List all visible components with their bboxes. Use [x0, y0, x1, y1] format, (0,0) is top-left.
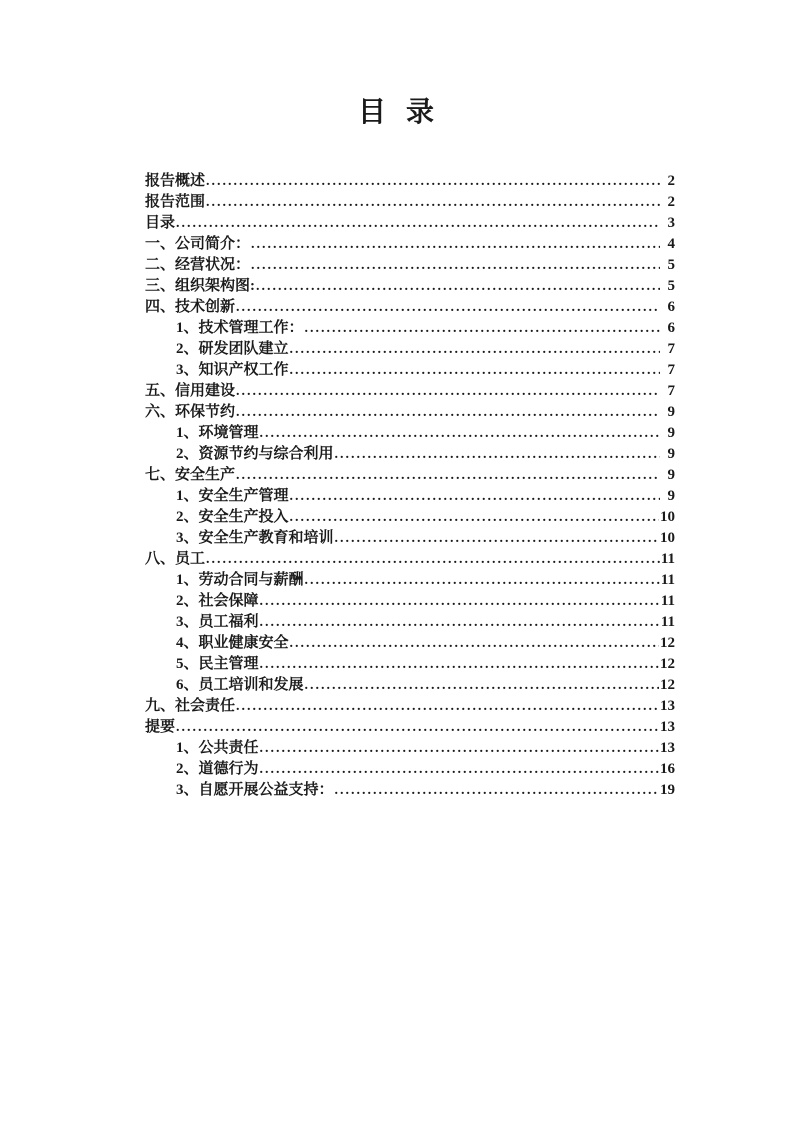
dot-leader	[236, 297, 660, 318]
toc-entry-label: 1、公共责任	[176, 740, 259, 756]
toc-entry[interactable]	[145, 612, 675, 633]
dot-leader	[260, 759, 659, 780]
toc-entry-page: 6	[667, 299, 675, 315]
toc-entry-label: 3、知识产权工作	[176, 362, 289, 378]
toc-entry-page: 10	[660, 530, 675, 546]
toc-entry-page: 12	[660, 677, 675, 693]
dot-leader	[206, 549, 660, 570]
dot-leader	[290, 339, 660, 360]
toc-entry[interactable]	[145, 486, 675, 507]
dot-leader	[290, 360, 660, 381]
toc-entry-page: 3	[667, 215, 675, 231]
dot-leader	[206, 171, 660, 192]
toc-entry[interactable]	[145, 360, 675, 381]
toc-entry-label: 2、资源节约与综合利用	[176, 446, 334, 462]
toc-entry-label: 二、经营状况：	[145, 257, 251, 273]
toc-entry-page: 13	[660, 740, 675, 756]
toc-entry-label: 报告范围	[145, 194, 206, 210]
toc-entry[interactable]	[145, 633, 675, 654]
toc-entry-page: 11	[660, 572, 675, 588]
toc-entry-label: 6、员工培训和发展	[176, 677, 304, 693]
dot-leader	[260, 654, 659, 675]
toc-entry-page: 9	[667, 404, 675, 420]
dot-leader	[305, 318, 660, 339]
toc-entry-page: 10	[660, 509, 675, 525]
toc-entry[interactable]	[145, 654, 675, 675]
toc-entry-label: 1、劳动合同与薪酬	[176, 572, 304, 588]
toc-entry-label: 3、安全生产教育和培训	[176, 530, 334, 546]
toc-entry-page: 6	[667, 320, 675, 336]
toc-entry[interactable]	[145, 738, 675, 759]
dot-leader	[236, 696, 659, 717]
toc-entry-label: 2、社会保障	[176, 593, 259, 609]
toc-entry-page: 11	[660, 593, 675, 609]
toc-entry-label: 提要	[145, 719, 176, 735]
toc-entry-page: 7	[667, 341, 675, 357]
toc-entry-label: 3、自愿开展公益支持：	[176, 782, 334, 798]
dot-leader	[236, 381, 660, 402]
toc-entry-label: 2、道德行为	[176, 761, 259, 777]
toc-entry[interactable]	[145, 591, 675, 612]
toc-entry[interactable]	[145, 675, 675, 696]
toc-entry-page: 19	[660, 782, 675, 798]
toc-entry[interactable]	[145, 465, 675, 486]
toc-entry[interactable]	[145, 507, 675, 528]
toc-entry-page: 12	[660, 635, 675, 651]
dot-leader	[176, 213, 660, 234]
toc-entry[interactable]	[145, 423, 675, 444]
toc-entry[interactable]	[145, 549, 675, 570]
toc-entry[interactable]	[145, 255, 675, 276]
toc-entry-label: 4、职业健康安全	[176, 635, 289, 651]
dot-leader	[260, 423, 660, 444]
toc-entry-label: 七、安全生产	[145, 467, 236, 483]
dot-leader	[260, 612, 660, 633]
toc-entry-page: 12	[660, 656, 675, 672]
dot-leader	[260, 738, 659, 759]
toc-entry[interactable]	[145, 276, 675, 297]
toc-entry[interactable]	[145, 381, 675, 402]
dot-leader	[335, 528, 659, 549]
toc-entry-label: 八、员工	[145, 551, 206, 567]
toc-entry-page: 2	[667, 173, 675, 189]
toc-entry-label: 1、环境管理	[176, 425, 259, 441]
toc-entry[interactable]	[145, 297, 675, 318]
dot-leader	[335, 444, 660, 465]
toc-entry-label: 报告概述	[145, 173, 206, 189]
toc-entry-label: 九、社会责任	[145, 698, 236, 714]
toc-entry-page: 2	[667, 194, 675, 210]
toc-entry-page: 11	[660, 614, 675, 630]
toc-entry[interactable]	[145, 528, 675, 549]
toc-entry-label: 2、安全生产投入	[176, 509, 289, 525]
toc-entry-label: 2、研发团队建立	[176, 341, 289, 357]
toc-entry-label: 三、组织架构图:	[145, 278, 255, 294]
dot-leader	[290, 633, 659, 654]
toc-entry[interactable]	[145, 339, 675, 360]
toc-entry-page: 9	[667, 467, 675, 483]
dot-leader	[256, 276, 660, 297]
toc-entry[interactable]	[145, 759, 675, 780]
toc-entry[interactable]	[145, 234, 675, 255]
toc-entry-label: 目录	[145, 215, 176, 231]
dot-leader	[335, 780, 659, 801]
toc-entry-label: 5、民主管理	[176, 656, 259, 672]
toc-entry[interactable]	[145, 570, 675, 591]
dot-leader	[251, 234, 660, 255]
toc-entry-label: 六、环保节约	[145, 404, 236, 420]
toc-entry[interactable]	[145, 192, 675, 213]
toc-entry-page: 9	[667, 446, 675, 462]
toc-entry[interactable]	[145, 171, 675, 192]
toc-entry-label: 一、公司简介：	[145, 236, 251, 252]
dot-leader	[290, 507, 659, 528]
toc-entry-page: 5	[667, 278, 675, 294]
toc-list	[145, 171, 675, 801]
toc-entry-page: 7	[667, 383, 675, 399]
toc-entry-page: 5	[667, 257, 675, 273]
toc-entry-label: 1、技术管理工作：	[176, 320, 304, 336]
toc-entry-label: 四、技术创新	[145, 299, 236, 315]
dot-leader	[305, 675, 659, 696]
toc-entry-label: 3、员工福利	[176, 614, 259, 630]
dot-leader	[176, 717, 659, 738]
toc-entry-page: 13	[660, 698, 675, 714]
toc-entry-page: 4	[667, 236, 675, 252]
dot-leader	[236, 465, 660, 486]
toc-entry-label: 1、安全生产管理	[176, 488, 289, 504]
toc-entry[interactable]	[145, 213, 675, 234]
toc-entry[interactable]	[145, 780, 675, 801]
toc-entry[interactable]	[145, 444, 675, 465]
dot-leader	[260, 591, 660, 612]
toc-entry-page: 11	[660, 551, 675, 567]
toc-entry-label: 五、信用建设	[145, 383, 236, 399]
toc-entry-page: 9	[667, 425, 675, 441]
toc-entry-page: 13	[660, 719, 675, 735]
dot-leader	[290, 486, 660, 507]
toc-entry-page: 7	[667, 362, 675, 378]
toc-entry[interactable]	[145, 402, 675, 423]
toc-entry[interactable]	[145, 318, 675, 339]
dot-leader	[236, 402, 660, 423]
toc-entry[interactable]	[145, 696, 675, 717]
dot-leader	[206, 192, 660, 213]
dot-leader	[305, 570, 660, 591]
page-title: 目 录	[357, 97, 436, 128]
toc-entry[interactable]	[145, 717, 675, 738]
dot-leader	[251, 255, 660, 276]
toc-entry-page: 9	[667, 488, 675, 504]
toc-entry-page: 16	[660, 761, 675, 777]
